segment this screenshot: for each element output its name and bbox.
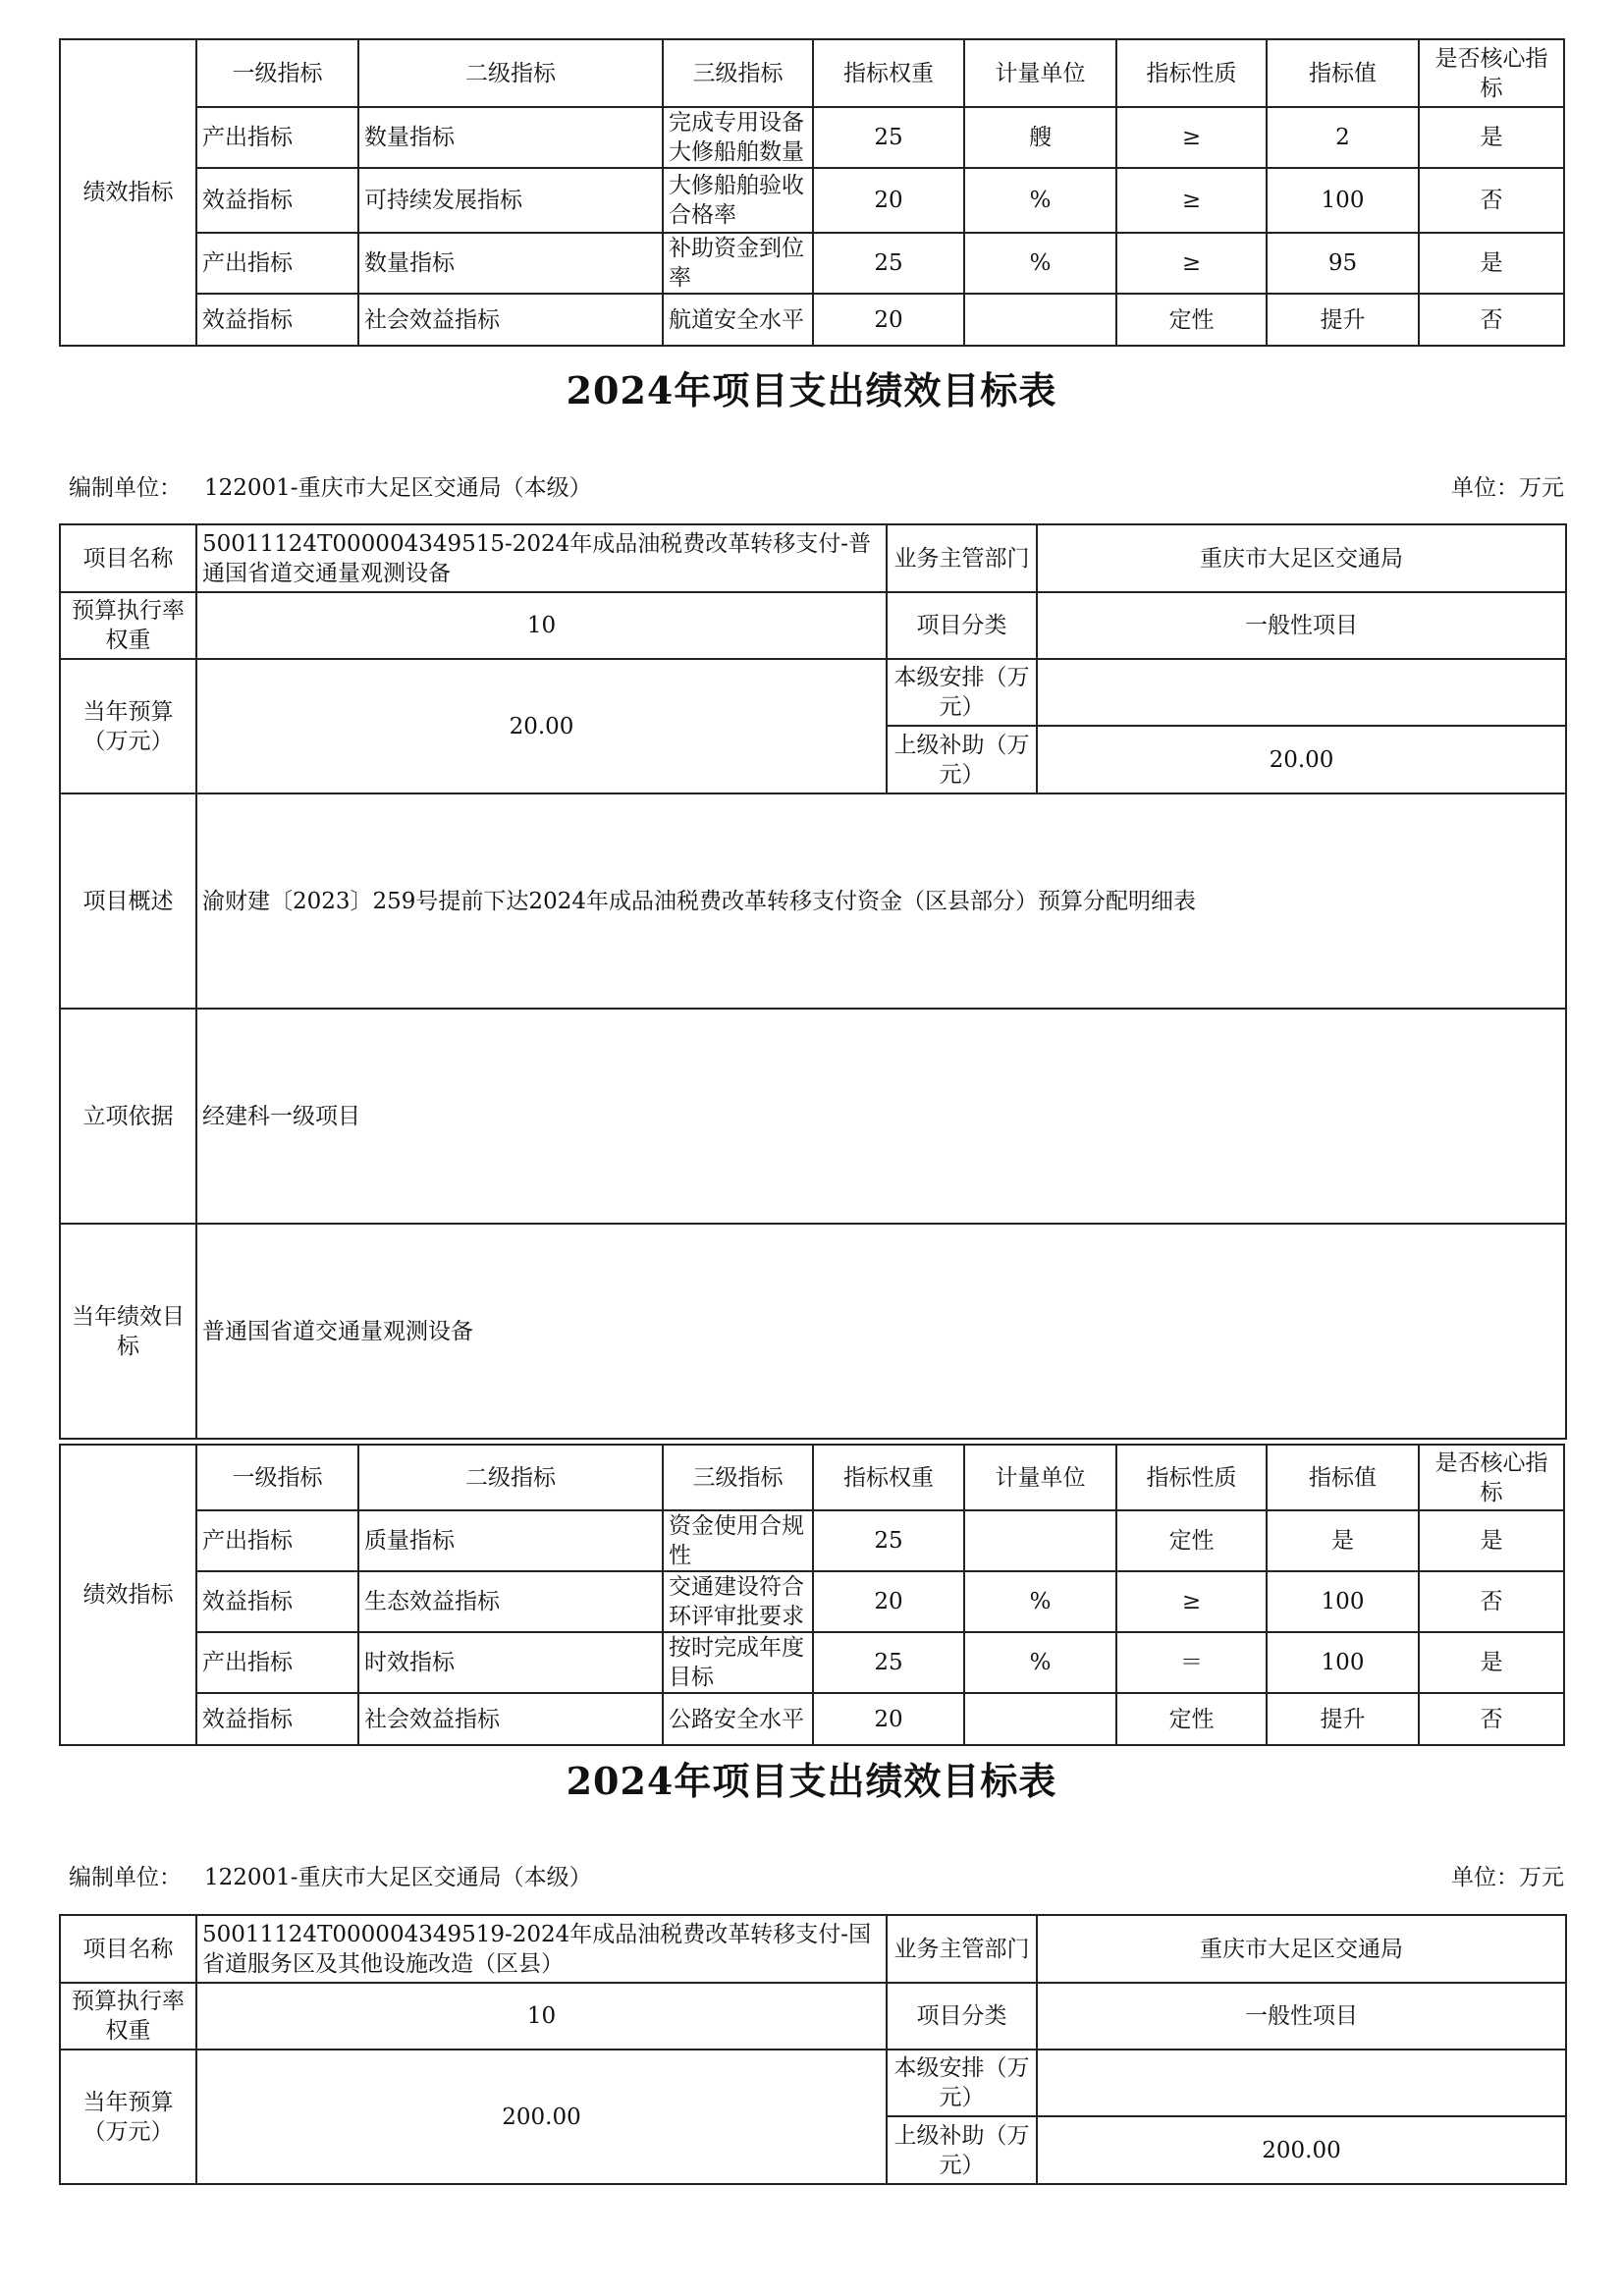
table2-unit-value: 122001-重庆市大足区交通局（本级）	[204, 1865, 592, 1890]
project-name-text: 50011124T000004349515-2024年成品油税费改革转移支付-普通国省道交通量观测设备	[202, 530, 872, 586]
upper-value: 200.00	[1037, 2116, 1566, 2184]
dept-value: 重庆市大足区交通局	[1037, 1915, 1566, 1983]
perf-cell: 提升	[1267, 294, 1419, 346]
perf-cell: 产出指标	[196, 107, 358, 168]
perf-cell: 艘	[964, 107, 1116, 168]
perf-cell: 100	[1267, 1632, 1419, 1693]
perf-header-row	[60, 1445, 1564, 1510]
project-name-cell	[196, 524, 887, 592]
perf-cell-text: 可持续发展指标	[364, 188, 522, 213]
project-info-table-1	[59, 523, 1567, 1440]
perf-cell: 提升	[1267, 1693, 1419, 1745]
exec-weight-row	[60, 592, 1566, 659]
overview-value: 渝财建〔2023〕259号提前下达2024年成品油税费改革转移支付资金（区县部分）预算分配明细表	[196, 793, 1566, 1009]
perf-cell: ＝	[1116, 1632, 1267, 1693]
perf-cell: 2	[1267, 107, 1419, 168]
perf-cell-text: 交通建设符合环评审批要求	[669, 1574, 804, 1629]
exec-weight-value: 10	[196, 1983, 887, 2050]
perf-cell: 数量指标	[358, 107, 663, 168]
perf-cell	[358, 168, 663, 233]
perf-row	[60, 1571, 1564, 1632]
perf-cell: 社会效益指标	[358, 1693, 663, 1745]
budget-value: 20.00	[196, 659, 887, 793]
dept-label: 业务主管部门	[887, 1915, 1037, 1983]
perf-cell: 20	[813, 294, 964, 346]
exec-weight-label: 预算执行率权重	[60, 1983, 196, 2050]
perf-cell	[964, 1510, 1116, 1571]
project-name-label: 项目名称	[60, 524, 196, 592]
perf-cell: ≥	[1116, 233, 1267, 294]
perf-cell: 效益指标	[196, 1571, 358, 1632]
perf-cell: 质量指标	[358, 1510, 663, 1571]
perf-row	[60, 168, 1564, 233]
perf-cell: 是	[1419, 233, 1564, 294]
perf-cell: 时效指标	[358, 1632, 663, 1693]
table2-money-unit: 单位：万元	[1451, 1865, 1564, 1890]
exec-weight-label: 预算执行率权重	[60, 592, 196, 659]
perf-cell: 产出指标	[196, 1510, 358, 1571]
perf-cell: 定性	[1116, 1693, 1267, 1745]
perf-cell: 否	[1419, 168, 1564, 233]
perf-cell: %	[964, 168, 1116, 233]
perf-header-cell: 指标性质	[1116, 1445, 1267, 1510]
perf-section-label: 绩效指标	[60, 1445, 196, 1745]
perf-cell: 补助资金到位率	[663, 233, 813, 294]
overview-label: 项目概述	[60, 793, 196, 1009]
perf-cell: %	[964, 233, 1116, 294]
perf-cell: 大修船舶验收合格率	[663, 168, 813, 233]
perf-cell: %	[964, 1632, 1116, 1693]
category-label: 项目分类	[887, 592, 1037, 659]
perf-cell: 95	[1267, 233, 1419, 294]
perf-cell: 生态效益指标	[358, 1571, 663, 1632]
project-name-row	[60, 1915, 1566, 1983]
local-value	[1037, 2050, 1566, 2116]
table2-title: 2024年项目支出绩效目标表	[566, 1759, 1057, 1803]
perf-row	[60, 233, 1564, 294]
perf-cell: 否	[1419, 1571, 1564, 1632]
perf-cell: ≥	[1116, 107, 1267, 168]
perf-cell: 是	[1419, 107, 1564, 168]
perf-row	[60, 294, 1564, 346]
perf-header-cell: 二级指标	[358, 1445, 663, 1510]
perf-cell	[663, 1571, 813, 1632]
perf-table-1	[59, 1444, 1565, 1746]
local-label: 本级安排（万元）	[887, 659, 1037, 726]
basis-row	[60, 1009, 1566, 1224]
table1-title: 2024年项目支出绩效目标表	[566, 368, 1057, 412]
perf-cell: 否	[1419, 294, 1564, 346]
perf-cell	[964, 1693, 1116, 1745]
perf-cell: 公路安全水平	[663, 1693, 813, 1745]
goal-value: 普通国省道交通量观测设备	[196, 1224, 1566, 1439]
table1-money-unit: 单位：万元	[1451, 475, 1564, 501]
table1-unit-label: 编制单位：	[69, 475, 182, 501]
perf-cell	[663, 107, 813, 168]
perf-cell: 效益指标	[196, 1693, 358, 1745]
perf-cell: 资金使用合规性	[663, 1510, 813, 1571]
perf-cell: 产出指标	[196, 1632, 358, 1693]
category-label: 项目分类	[887, 1983, 1037, 2050]
perf-cell: 是	[1419, 1510, 1564, 1571]
perf-cell: 按时完成年度目标	[663, 1632, 813, 1693]
dept-value: 重庆市大足区交通局	[1037, 524, 1566, 592]
perf-cell: 20	[813, 1693, 964, 1745]
perf-header-cell: 三级指标	[663, 1445, 813, 1510]
perf-header-cell: 是否核心指标	[1419, 39, 1564, 107]
overview-row	[60, 793, 1566, 1009]
perf-cell: 定性	[1116, 294, 1267, 346]
perf-cell: 是	[1267, 1510, 1419, 1571]
perf-cell: %	[964, 1571, 1116, 1632]
perf-cell: 效益指标	[196, 294, 358, 346]
perf-row	[60, 1693, 1564, 1745]
perf-header-cell: 是否核心指标	[1419, 1445, 1564, 1510]
perf-cell: 否	[1419, 1693, 1564, 1745]
project-info-table-2	[59, 1914, 1567, 2185]
perf-cell: 25	[813, 1510, 964, 1571]
category-value: 一般性项目	[1037, 1983, 1566, 2050]
perf-header-cell: 一级指标	[196, 1445, 358, 1510]
perf-cell: 100	[1267, 1571, 1419, 1632]
upper-label: 上级补助（万元）	[887, 2116, 1037, 2184]
perf-header-cell: 指标权重	[813, 1445, 964, 1510]
budget-label: 当年预算（万元）	[60, 2050, 196, 2184]
perf-header-cell: 指标权重	[813, 39, 964, 107]
goal-row	[60, 1224, 1566, 1439]
perf-cell: 25	[813, 233, 964, 294]
perf-header-cell: 计量单位	[964, 39, 1116, 107]
basis-value: 经建科一级项目	[196, 1009, 1566, 1224]
exec-weight-value: 10	[196, 592, 887, 659]
upper-label: 上级补助（万元）	[887, 726, 1037, 793]
local-value	[1037, 659, 1566, 726]
perf-cell: 定性	[1116, 1510, 1267, 1571]
budget-label: 当年预算（万元）	[60, 659, 196, 793]
project-name-text: 50011124T000004349519-2024年成品油税费改革转移支付-国省道服务区及其他设施改造（区县）	[202, 1921, 872, 1977]
budget-row	[60, 2050, 1566, 2116]
local-label: 本级安排（万元）	[887, 2050, 1037, 2116]
perf-row	[60, 1510, 1564, 1571]
perf-cell: 航道安全水平	[663, 294, 813, 346]
perf-row	[60, 1632, 1564, 1693]
perf-cell: 产出指标	[196, 233, 358, 294]
category-value: 一般性项目	[1037, 592, 1566, 659]
perf-cell-text: 完成专用设备大修船舶数量	[669, 110, 804, 165]
perf-header-cell: 一级指标	[196, 39, 358, 107]
perf-cell: 是	[1419, 1632, 1564, 1693]
perf-cell: ≥	[1116, 168, 1267, 233]
perf-header-row	[60, 39, 1564, 107]
project-name-label: 项目名称	[60, 1915, 196, 1983]
perf-section-label: 绩效指标	[60, 39, 196, 346]
upper-value: 20.00	[1037, 726, 1566, 793]
project-name-cell	[196, 1915, 887, 1983]
perf-cell: 20	[813, 168, 964, 233]
perf-table-0	[59, 38, 1565, 347]
dept-label: 业务主管部门	[887, 524, 1037, 592]
perf-cell: 100	[1267, 168, 1419, 233]
exec-weight-row	[60, 1983, 1566, 2050]
table2-unit-label: 编制单位：	[69, 1865, 182, 1890]
table1-unit-value: 122001-重庆市大足区交通局（本级）	[204, 475, 592, 501]
budget-value: 200.00	[196, 2050, 887, 2184]
perf-cell: 数量指标	[358, 233, 663, 294]
perf-header-cell: 二级指标	[358, 39, 663, 107]
perf-cell: 20	[813, 1571, 964, 1632]
perf-cell: 25	[813, 107, 964, 168]
project-name-row	[60, 524, 1566, 592]
perf-cell: 社会效益指标	[358, 294, 663, 346]
perf-cell: ≥	[1116, 1571, 1267, 1632]
perf-row	[60, 107, 1564, 168]
perf-header-cell: 指标性质	[1116, 39, 1267, 107]
perf-cell: 效益指标	[196, 168, 358, 233]
perf-cell	[964, 294, 1116, 346]
perf-header-cell: 计量单位	[964, 1445, 1116, 1510]
basis-label: 立项依据	[60, 1009, 196, 1224]
budget-row	[60, 659, 1566, 726]
perf-header-cell: 指标值	[1267, 1445, 1419, 1510]
perf-cell: 25	[813, 1632, 964, 1693]
goal-label: 当年绩效目标	[60, 1224, 196, 1439]
perf-header-cell: 指标值	[1267, 39, 1419, 107]
perf-header-cell: 三级指标	[663, 39, 813, 107]
